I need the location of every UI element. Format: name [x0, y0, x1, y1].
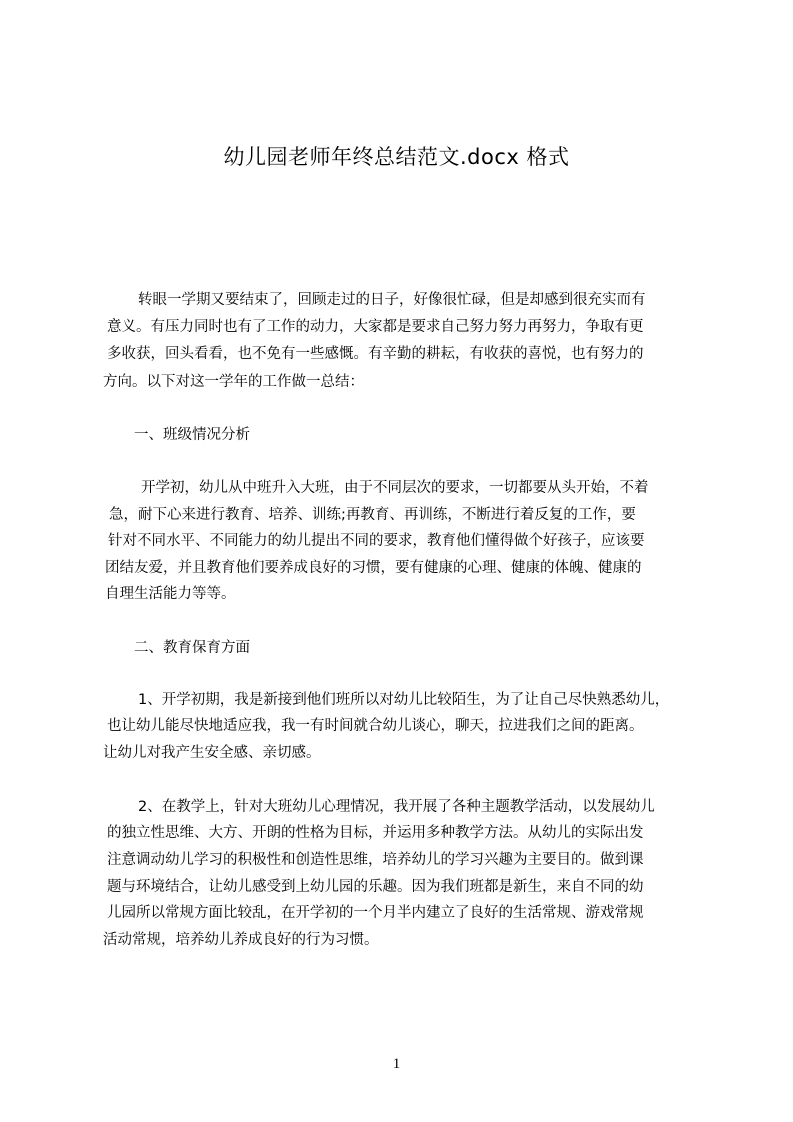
- section1-line: 团结友爱，并且教育他们要养成良好的习惯，要有健康的心理、健康的体魄、健康的: [105, 560, 642, 576]
- section-heading-1: 一、班级情况分析: [134, 427, 250, 443]
- section2-para1-line: 1、开学初期，我是新接到他们班所以对幼儿比较陌生，为了让自己尽快熟悉幼儿，: [138, 692, 670, 708]
- section2-para1-line: 也让幼儿能尽快地适应我，我一有时间就合幼儿谈心，聊天，拉进我们之间的距离。: [107, 718, 644, 734]
- section2-para2-line: 题与环境结合，让幼儿感受到上幼儿园的乐趣。因为我们班都是新生，来自不同的幼: [107, 879, 644, 895]
- section1-line: 开学初，幼儿从中班升入大班，由于不同层次的要求，一切都要从头开始，不着: [141, 480, 649, 496]
- intro-line: 意义。有压力同时也有了工作的动力，大家都是要求自己努力努力再努力，争取有更: [107, 319, 644, 335]
- section2-para2-line: 的独立性思维、大方、开朗的性格为目标，并运用多种教学方法。从幼儿的实际出发: [107, 825, 644, 841]
- page-number: 1: [392, 1056, 401, 1072]
- intro-line: 多收获，回头看看，也不免有一些感慨。有辛勤的耕耘，有收获的喜悦，也有努力的: [107, 346, 644, 362]
- intro-line: 转眼一学期又要结束了，回顾走过的日子，好像很忙碌，但是却感到很充实而有: [138, 292, 646, 308]
- section2-para2-line: 儿园所以常规方面比较乱，在开学初的一个月半内建立了良好的生活常规、游戏常规: [107, 905, 644, 921]
- document-title: 幼儿园老师年终总结范文.docx 格式: [223, 145, 570, 169]
- section2-para2-line: 活动常规，培养幼儿养成良好的行为习惯。: [103, 932, 379, 948]
- section1-line: 针对不同水平、不同能力的幼儿提出不同的要求，教育他们懂得做个好孩子，应该要: [108, 533, 645, 549]
- section2-para2-line: 2、在教学上，针对大班幼儿心理情况，我开展了各种主题教学活动，以发展幼儿: [138, 799, 655, 815]
- intro-line: 方向。以下对这一学年的工作做一总结：: [103, 374, 364, 390]
- section2-para1-line: 让幼儿对我产生安全感、亲切感。: [103, 745, 321, 761]
- section2-para2-line: 注意调动幼儿学习的积极性和创造性思维，培养幼儿的学习兴趣为主要目的。做到课: [107, 852, 644, 868]
- section1-line: 自理生活能力等等。: [105, 586, 236, 602]
- section-heading-2: 二、教育保育方面: [134, 640, 250, 656]
- section1-line: 急，耐下心来进行教育、培养、训练;再教育、再训练，不断进行着反复的工作，要: [109, 507, 636, 523]
